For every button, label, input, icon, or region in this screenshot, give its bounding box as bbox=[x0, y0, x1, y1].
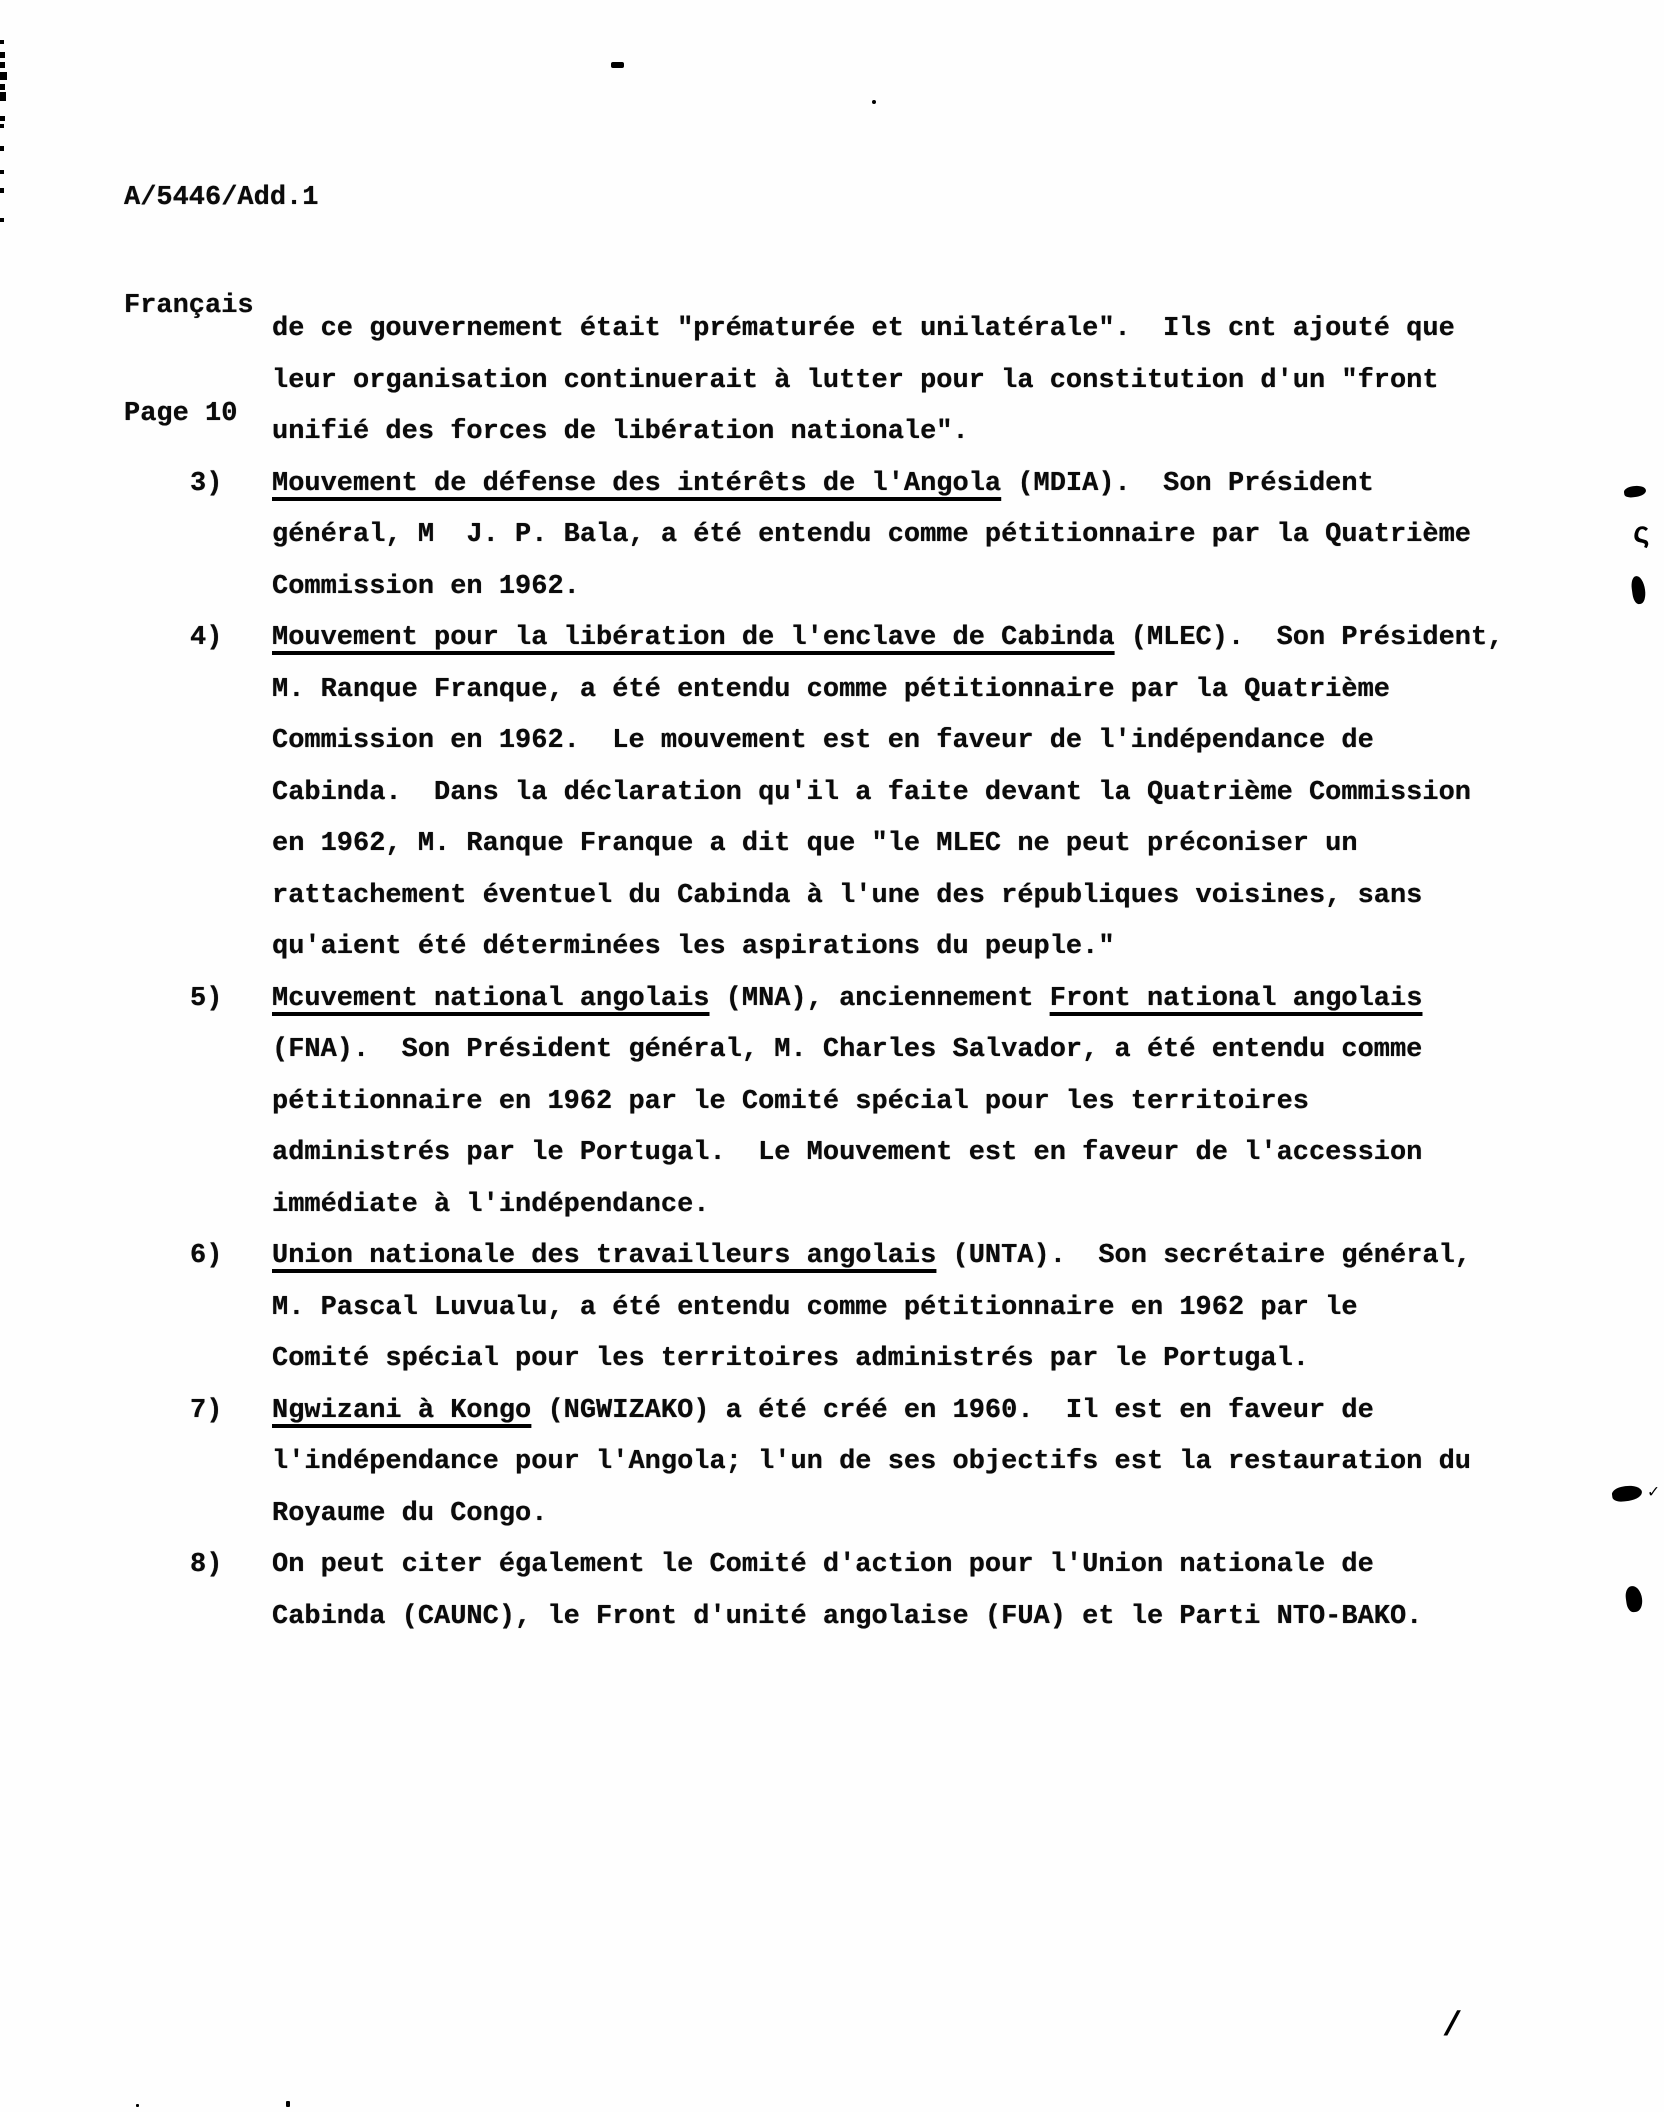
ink-mark bbox=[286, 2101, 290, 2107]
text-segment: Cabinda. Dans la déclaration qu'il a faite devant la Quatrième Commission bbox=[272, 777, 1471, 808]
ink-mark bbox=[0, 62, 5, 68]
text-segment: Cabinda (CAUNC), le Front d'unité angolaise (FUA) et le Parti NTO-BAKO. bbox=[272, 1601, 1423, 1632]
text-line bbox=[272, 974, 1512, 1026]
text-segment: immédiate à l'indépendance. bbox=[272, 1189, 710, 1220]
text-line bbox=[272, 716, 1512, 768]
numbered-paragraph bbox=[190, 459, 1512, 614]
text-segment: en 1962, M. Ranque Franque a dit que "le MLEC ne peut préconiser un bbox=[272, 829, 1358, 859]
text-line bbox=[272, 1334, 1512, 1386]
ink-mark bbox=[872, 100, 876, 104]
underlined-text: Front national angolais bbox=[1049, 983, 1423, 1014]
text-segment: (MNA), anciennement bbox=[709, 983, 1050, 1014]
text-segment: administrés par le Portugal. Le Mouvement est en faveur de l'accession bbox=[272, 1138, 1423, 1168]
item-number: 3) bbox=[190, 468, 223, 499]
numbered-paragraph bbox=[190, 1540, 1512, 1643]
ink-mark bbox=[136, 2104, 139, 2107]
text-line bbox=[272, 562, 1512, 614]
ink-mark bbox=[0, 40, 4, 44]
ink-mark bbox=[0, 84, 5, 90]
text-line bbox=[272, 1231, 1512, 1283]
text-line bbox=[272, 1592, 1512, 1644]
ink-mark bbox=[1623, 485, 1646, 499]
text-line bbox=[272, 819, 1512, 871]
ink-mark bbox=[0, 218, 4, 222]
text-line bbox=[272, 1180, 1512, 1232]
text-segment: (MLEC). Son Président, bbox=[1114, 623, 1504, 653]
document-language: Français bbox=[124, 291, 254, 321]
ink-mark bbox=[0, 92, 6, 101]
ink-mark bbox=[0, 124, 4, 128]
ink-mark bbox=[0, 146, 4, 151]
text-line bbox=[272, 1283, 1512, 1335]
text-segment: Commission en 1962. Le mouvement est en faveur de l'indépendance de bbox=[272, 726, 1374, 756]
ink-mark: ✓ bbox=[1648, 1483, 1659, 1503]
text-line bbox=[272, 1128, 1512, 1180]
paragraph bbox=[272, 304, 1512, 459]
ink-mark bbox=[0, 116, 5, 121]
text-line bbox=[272, 459, 1512, 511]
item-number: 8) bbox=[190, 1550, 223, 1580]
document-number: A/5446/Add.1 bbox=[124, 183, 319, 213]
text-segment: (MDIA). Son Président bbox=[1001, 468, 1374, 499]
text-segment: (UNTA). Son secrétaire général, bbox=[936, 1241, 1471, 1271]
ink-mark bbox=[0, 170, 4, 174]
text-segment: Comité spécial pour les territoires administrés par le Portugal. bbox=[272, 1344, 1309, 1374]
text-segment: M. Ranque Franque, a été entendu comme pétitionnaire par la Quatrième bbox=[272, 674, 1390, 705]
text-line bbox=[272, 1386, 1512, 1438]
text-segment: l'indépendance pour l'Angola; l'un de ses objectifs est la restauration du bbox=[272, 1447, 1471, 1477]
underlined-text: Union nationale des travailleurs angolais bbox=[272, 1241, 937, 1271]
numbered-paragraph bbox=[190, 1231, 1512, 1386]
text-segment: leur organisation continuerait à lutter pour la constitution d'un "front bbox=[272, 365, 1439, 396]
page-number: Page 10 bbox=[124, 399, 238, 429]
text-segment: M. Pascal Luvualu, a été entendu comme pétitionnaire en 1962 par le bbox=[272, 1292, 1358, 1323]
text-line bbox=[272, 1077, 1512, 1129]
ink-mark bbox=[611, 62, 624, 68]
ink-mark bbox=[0, 72, 7, 80]
text-line bbox=[272, 510, 1512, 562]
text-segment: (NGWIZAKO) a été créé en 1960. Il est en faveur de bbox=[531, 1395, 1374, 1426]
ink-mark bbox=[0, 52, 5, 58]
text-line bbox=[272, 665, 1512, 717]
item-number: 4) bbox=[190, 623, 223, 653]
text-line bbox=[272, 1437, 1512, 1489]
text-line bbox=[272, 922, 1512, 974]
text-line bbox=[272, 613, 1512, 665]
numbered-paragraph bbox=[190, 974, 1512, 1232]
text-line bbox=[272, 304, 1512, 356]
text-segment: général, M J. P. Bala, a été entendu comme pétitionnaire par la Quatrième bbox=[272, 520, 1471, 550]
text-line bbox=[272, 768, 1512, 820]
underlined-text: Ngwizani à Kongo bbox=[272, 1395, 532, 1426]
text-segment: qu'aient été déterminées les aspirations du peuple." bbox=[272, 932, 1115, 962]
ink-mark: ς bbox=[1632, 518, 1651, 552]
item-number: 5) bbox=[190, 983, 223, 1014]
item-number: 7) bbox=[190, 1395, 223, 1426]
document-body bbox=[190, 304, 1512, 1643]
text-segment: On peut citer également le Comité d'action pour l'Union nationale de bbox=[272, 1550, 1374, 1580]
text-segment: de ce gouvernement était "prématurée et unilatérale". Ils cnt ajouté que bbox=[272, 314, 1455, 344]
text-line bbox=[272, 1025, 1512, 1077]
text-segment: Royaume du Congo. bbox=[272, 1498, 548, 1529]
text-line bbox=[272, 1489, 1512, 1541]
text-line bbox=[272, 407, 1512, 459]
ink-mark bbox=[0, 188, 4, 193]
text-segment: pétitionnaire en 1962 par le Comité spécial pour les territoires bbox=[272, 1086, 1309, 1117]
underlined-text: Mouvement pour la libération de l'enclave de Cabinda bbox=[272, 623, 1115, 653]
numbered-paragraph bbox=[190, 613, 1512, 974]
text-segment: (FNA). Son Président général, M. Charles Salvador, a été entendu comme bbox=[272, 1035, 1423, 1065]
underlined-text: Mcuvement national angolais bbox=[272, 983, 710, 1014]
ink-mark bbox=[1611, 1484, 1643, 1503]
ink-mark: / bbox=[1442, 2008, 1463, 2046]
numbered-paragraph bbox=[190, 1386, 1512, 1541]
underlined-text: Mouvement de défense des intérêts de l'Angola bbox=[272, 468, 1002, 499]
ink-mark bbox=[1630, 575, 1647, 605]
text-line bbox=[272, 356, 1512, 408]
text-segment: unifié des forces de libération nationale". bbox=[272, 417, 969, 447]
item-number: 6) bbox=[190, 1241, 223, 1271]
text-line bbox=[272, 1540, 1512, 1592]
text-segment: Commission en 1962. bbox=[272, 571, 580, 602]
text-segment: rattachement éventuel du Cabinda à l'une des républiques voisines, sans bbox=[272, 880, 1423, 911]
ink-mark bbox=[1624, 1585, 1643, 1613]
text-line bbox=[272, 871, 1512, 923]
